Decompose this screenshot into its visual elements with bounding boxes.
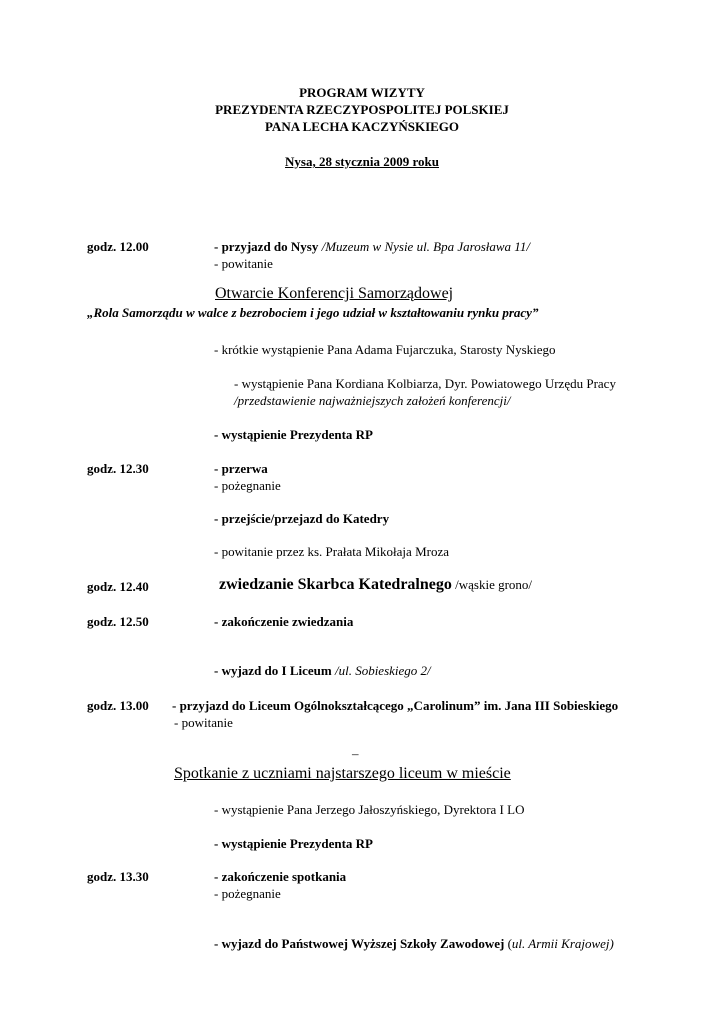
speech-starosta: - krótkie wystąpienie Pana Adama Fujarczuka, Starosty Nyskiego [214, 342, 556, 357]
header-line-1: PROGRAM WIZYTY [299, 85, 425, 100]
welcome-2: - powitanie [174, 715, 233, 730]
time-1230: godz. 12.30 [87, 461, 149, 476]
speech-pup: - wystąpienie Pana Kordiana Kolbiarza, Dyr. Powiatowego Urzędu Pracy [234, 376, 616, 391]
time-1240: godz. 12.40 [87, 579, 149, 594]
header-line-3: PANA LECHA KACZYŃSKIEGO [264, 119, 460, 134]
to-cathedral: - przejście/przejazd do Katedry [214, 511, 390, 526]
welcome-priest: - powitanie przez ks. Prałata Mikołaja Mroza [214, 544, 449, 559]
time-1250: godz. 12.50 [87, 614, 149, 629]
meeting-end: - zakończenie spotkania [214, 869, 347, 884]
farewell-1: - pożegnanie [214, 478, 281, 493]
time-1200: godz. 12.00 [87, 239, 149, 254]
header-date: Nysa, 28 stycznia 2009 roku [285, 154, 439, 169]
conference-subtitle: „Rola Samorządu w walce z bezrobociem i jego udział w kształtowaniu rynku pracy” [87, 305, 539, 320]
welcome-1: - powitanie [214, 256, 273, 271]
conference-title: Otwarcie Konferencji Samorządowej [215, 285, 454, 302]
meeting-title: Spotkanie z uczniami najstarszego liceum w mieście [174, 765, 511, 782]
speech-president-1: - wystąpienie Prezydenta RP [214, 427, 373, 442]
tour-end: - zakończenie zwiedzania [214, 614, 354, 629]
farewell-2: - pożegnanie [214, 886, 281, 901]
arrival-nysa: - przyjazd do Nysy /Muzeum w Nysie ul. Bpa Jarosława 11/ [214, 239, 530, 254]
to-lo: - wyjazd do I Liceum /ul. Sobieskiego 2/ [214, 663, 431, 678]
time-1300: godz. 13.00 [87, 698, 149, 713]
to-pwsz: - wyjazd do Państwowej Wyższej Szkoły Zawodowej (ul. Armii Krajowej) [214, 936, 614, 951]
speech-pup-note: /przedstawienie najważniejszych założeń konferencji/ [234, 393, 511, 408]
break: - przerwa [214, 461, 268, 476]
dash-separator: – [352, 746, 359, 761]
speech-director: - wystąpienie Pana Jerzego Jałoszyńskiego, Dyrektora I LO [214, 802, 525, 817]
treasury-visit: zwiedzanie Skarbca Katedralnego /wąskie grono/ [219, 576, 533, 593]
arrival-lo: - przyjazd do Liceum Ogólnokształcącego „Carolinum” im. Jana III Sobieskiego [172, 698, 619, 713]
speech-president-2: - wystąpienie Prezydenta RP [214, 836, 373, 851]
header-line-2: PREZYDENTA RZECZYPOSPOLITEJ POLSKIEJ [215, 102, 509, 117]
time-1330: godz. 13.30 [87, 869, 149, 884]
